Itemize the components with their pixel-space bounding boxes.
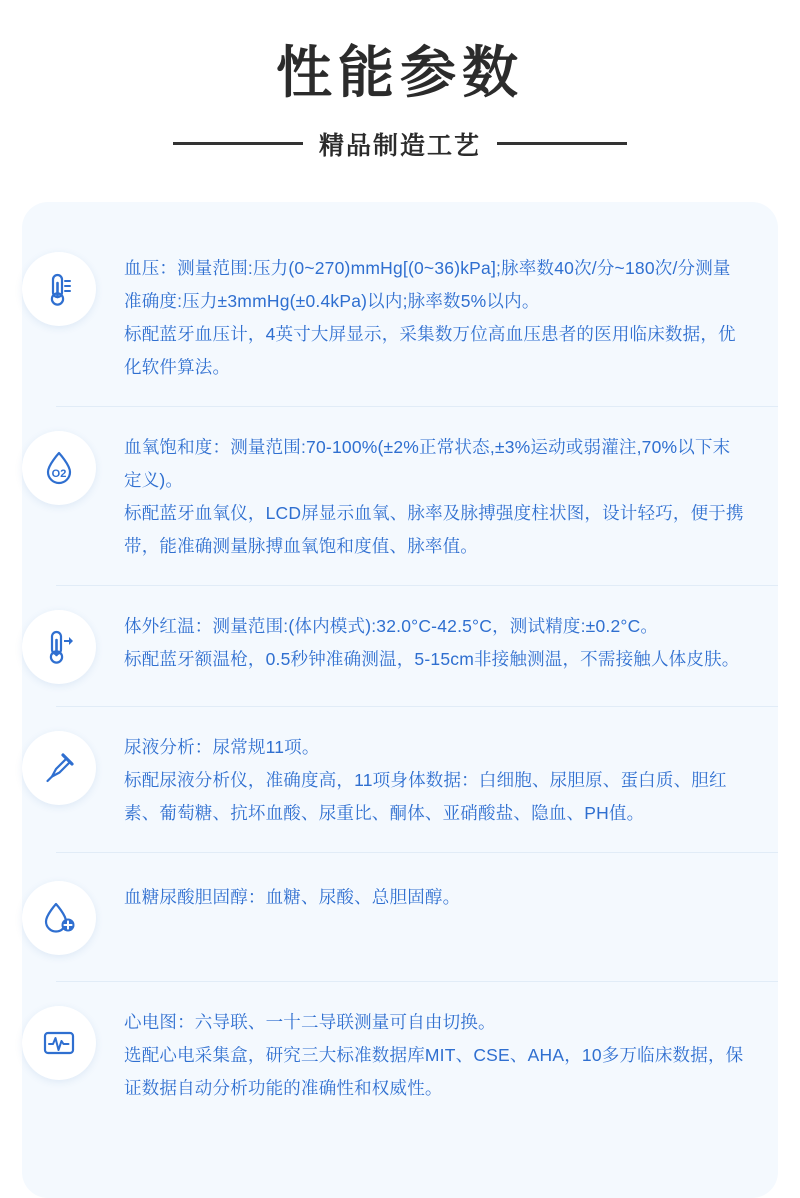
spec-text — [96, 608, 744, 676]
spec-text — [96, 879, 744, 914]
spec-line: 血压：测量范围:压力(0~270)mmHg[(0~36)kPa];脉率数40次/分~180次/分测量准确度:压力±3mmHg(±0.4kPa)以内;脉率数5%以内。 — [124, 257, 731, 311]
divider-right — [497, 142, 627, 145]
spec-line: 选配心电采集盒，研究三大标准数据库MIT、CSE、AHA，10多万临床数据，保证数据自动分析功能的准确性和权威性。 — [124, 1044, 744, 1098]
spec-item-blood-oxygen — [51, 407, 778, 586]
spec-line: 体外红温：测量范围:(体内模式):32.0°C-42.5°C，测试精度:±0.2°C。 — [124, 615, 659, 636]
page-title: 性能参数 — [276, 41, 524, 104]
spec-item-urine-analysis — [56, 707, 778, 853]
page-header — [0, 0, 800, 162]
spec-line: 标配蓝牙额温枪，0.5秒钟准确测温，5-15cm非接触测温，不需接触人体皮肤。 — [124, 648, 740, 669]
spec-item-ecg — [56, 982, 778, 1127]
spec-line: 标配蓝牙血压计，4英寸大屏显示，采集数万位高血压患者的医用临床数据，优化软件算法。 — [124, 323, 736, 377]
spec-line: 尿液分析：尿常规11项。 — [124, 736, 320, 757]
spec-text — [96, 429, 744, 563]
spec-item-blood-glucose — [56, 853, 778, 982]
spec-line: 标配尿液分析仪，准确度高，11项身体数据：白细胞、尿胆原、蛋白质、胆红素、葡萄糖、抗坏血酸、尿重比、酮体、亚硝酸盐、隐血、PH值。 — [124, 769, 727, 823]
page-subtitle: 精品制造工艺 — [318, 131, 481, 160]
spec-line: 标配蓝牙血氧仪，LCD屏显示血氧、脉率及脉搏强度柱状图，设计轻巧，便于携带，能准确测量脉搏血氧饱和度值、脉率值。 — [124, 502, 744, 556]
blood-glucose-drop-icon — [22, 881, 96, 955]
svg-text:O2: O2 — [51, 467, 67, 480]
spec-item-blood-pressure — [56, 228, 778, 407]
divider-left — [173, 142, 303, 145]
subtitle-row — [0, 126, 800, 162]
spec-text — [96, 1004, 744, 1105]
ecg-monitor-icon — [22, 1006, 96, 1080]
blood-oxygen-drop-icon — [22, 431, 96, 505]
spec-item-body-temperature — [56, 586, 778, 707]
spec-text — [96, 250, 744, 384]
spec-line: 血糖尿酸胆固醇：血糖、尿酸、总胆固醇。 — [124, 886, 461, 907]
spec-line: 心电图：六导联、一十二导联测量可自由切换。 — [124, 1011, 496, 1032]
forehead-thermometer-icon — [22, 610, 96, 684]
spec-list — [22, 228, 778, 1127]
spec-panel — [22, 202, 778, 1198]
spec-text — [96, 729, 744, 830]
dropper-pipette-icon — [22, 731, 96, 805]
spec-line: 血氧饱和度：测量范围:70-100%(±2%正常状态,±3%运动或弱灌注,70%以下末定义)。 — [124, 436, 731, 490]
thermometer-blood-pressure-icon — [22, 252, 96, 326]
